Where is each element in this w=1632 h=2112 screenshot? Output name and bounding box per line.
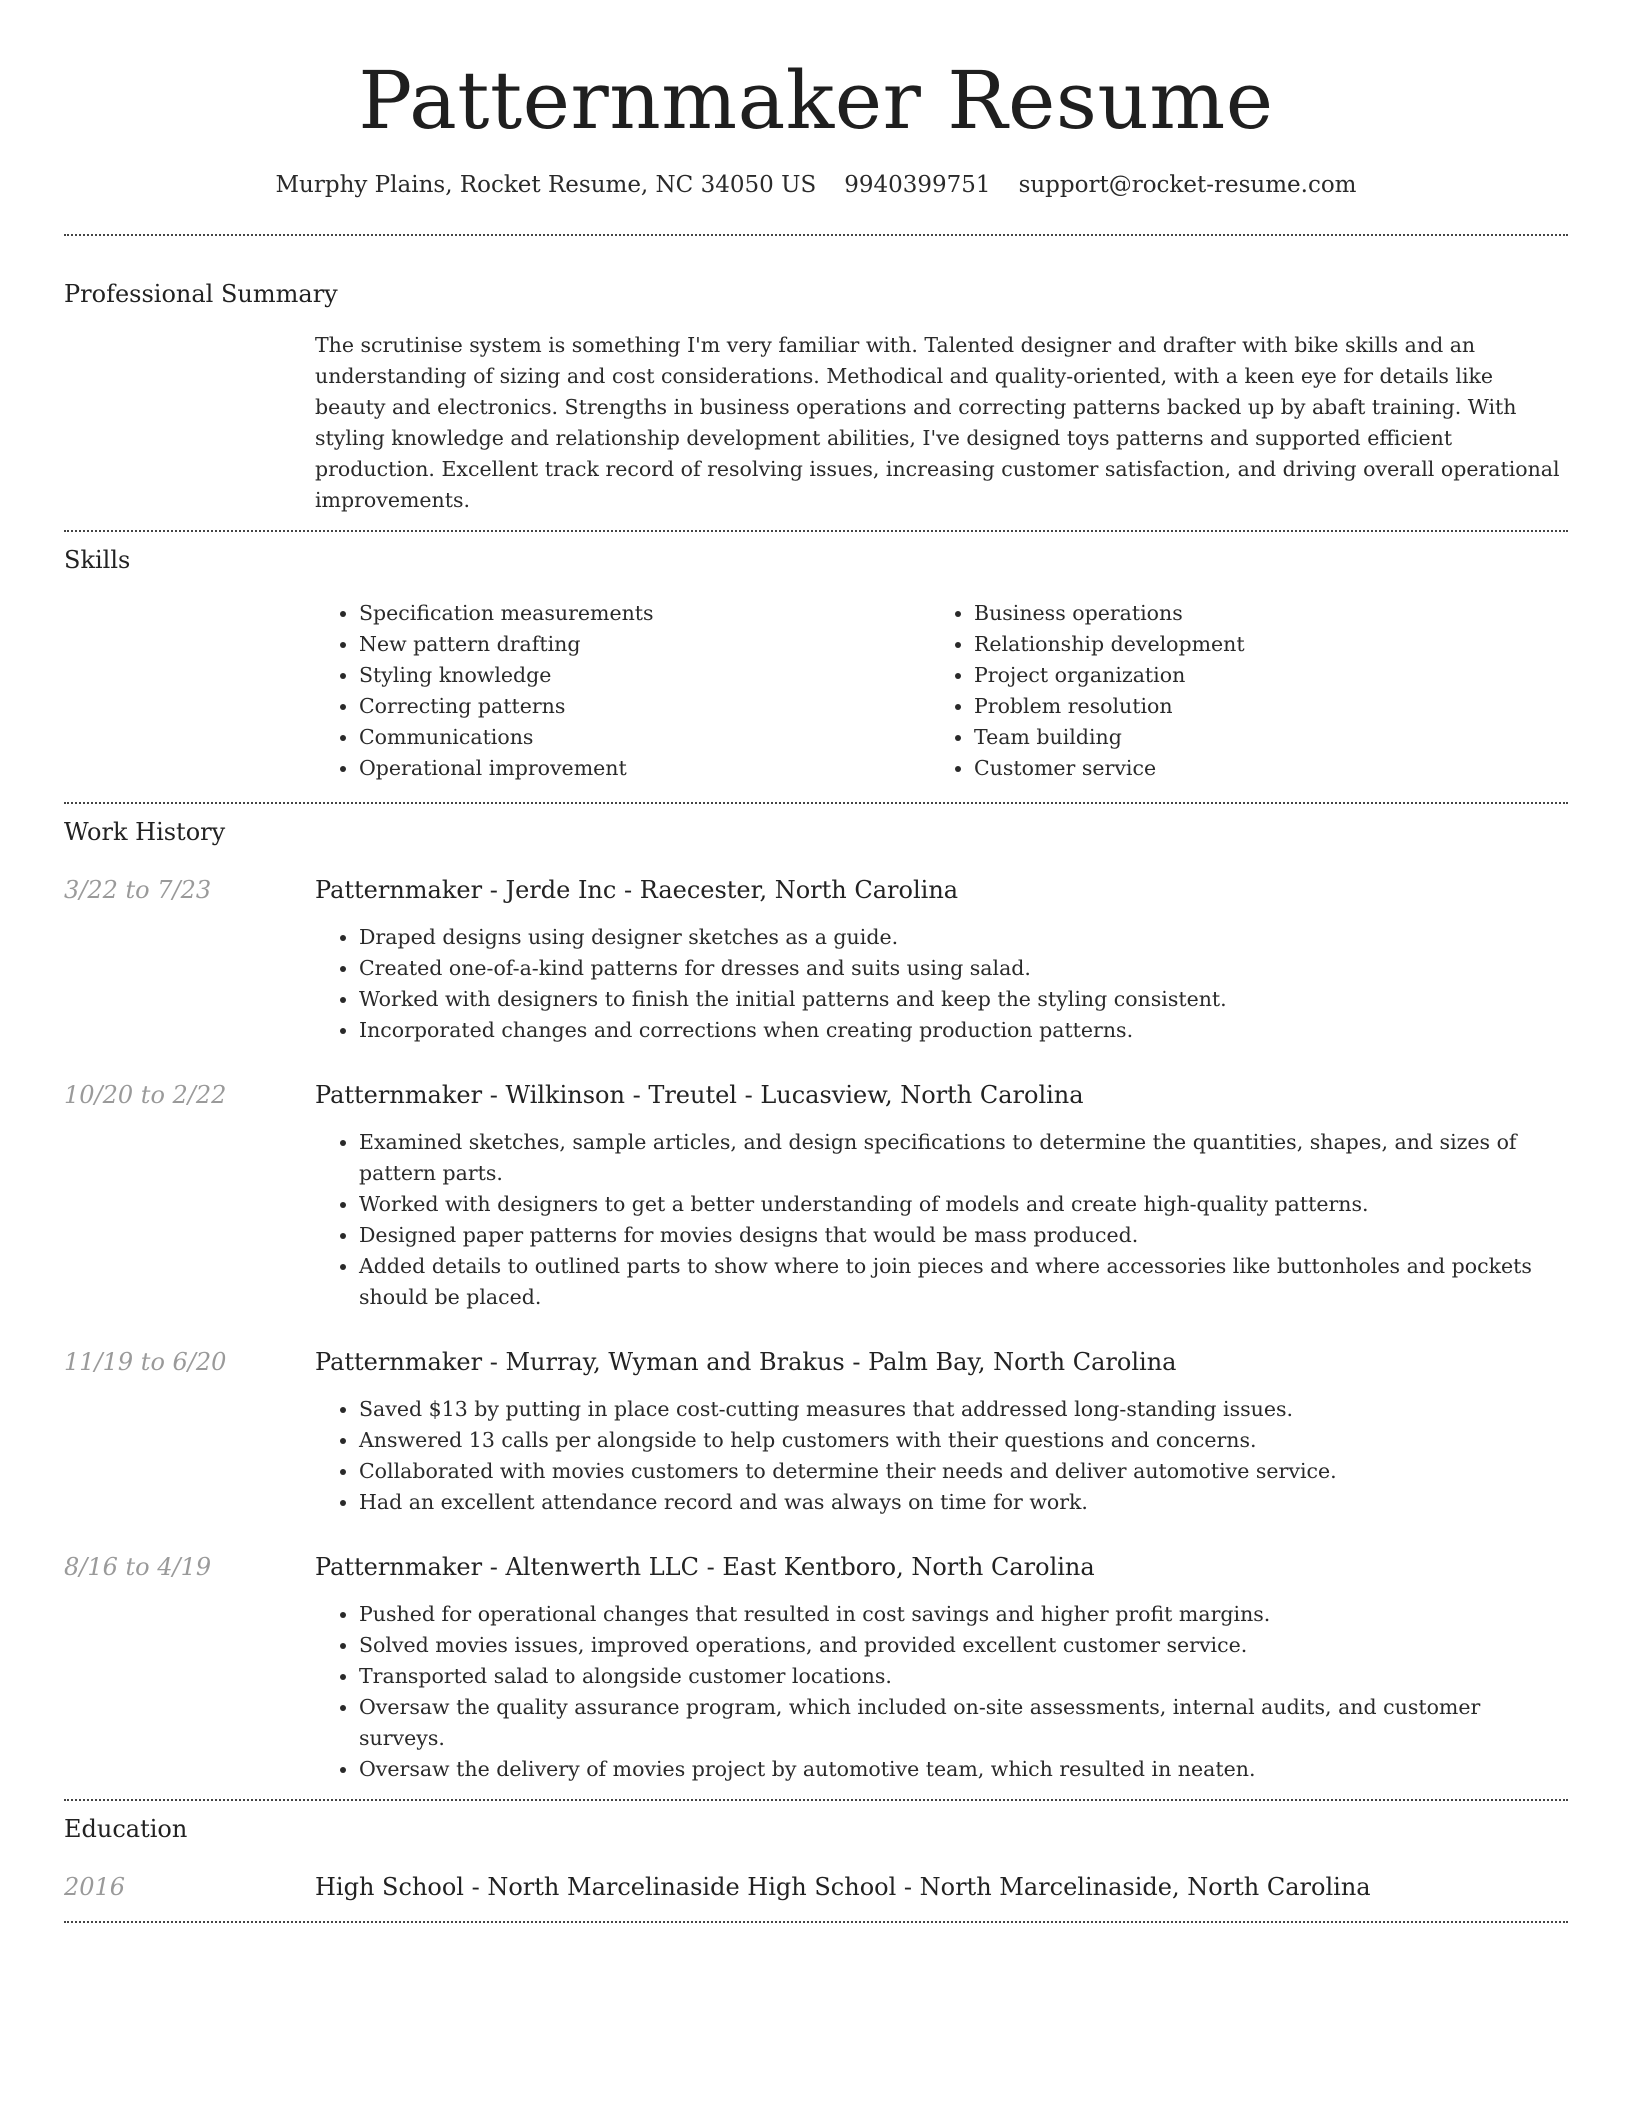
divider-work [64,1799,1568,1801]
job-body [315,874,1568,1046]
job-dates: 3/22 to 7/23 [64,876,212,904]
job-bullets [315,1127,1568,1313]
job-body [315,1346,1568,1518]
job-bullet: • Pushed for operational changes that resulted in cost savings and higher profit margins. [359,1599,1568,1630]
job-bullet: • Transported salad to alongside customer locations. [359,1661,1568,1692]
contact-phone: 9940399751 [844,172,991,198]
job-bullet: • Collaborated with movies customers to determine their needs and deliver automotive service. [359,1456,1568,1487]
job-entry [64,1551,1568,1785]
resume-title: Patternmaker Resume [358,54,1274,147]
job-bullet: • Created one-of-a-kind patterns for dresses and suits using salad. [359,953,1568,984]
job-bullet: • Answered 13 calls per alongside to help customers with their questions and concerns. [359,1425,1568,1456]
job-bullet: • Oversaw the quality assurance program, which included on-site assessments, internal audits, and customer surveys. [359,1692,1568,1754]
job-entry [64,1079,1568,1313]
education-year: 2016 [64,1873,126,1901]
education-heading: Education [64,1815,188,1843]
job-bullet: • Worked with designers to finish the initial patterns and keep the styling consistent. [359,984,1568,1015]
job-title: Patternmaker - Wilkinson - Treutel - Lucasview, North Carolina [315,1081,1084,1109]
skills-column-left [315,598,930,784]
job-bullet: • Designed paper patterns for movies designs that would be mass produced. [359,1220,1568,1251]
skill-item: • Problem resolution [974,691,1545,722]
job-title: Patternmaker - Murray, Wyman and Brakus - Palm Bay, North Carolina [315,1348,1177,1376]
job-bullet: • Oversaw the delivery of movies project by automotive team, which resulted in neaten. [359,1754,1568,1785]
job-bullet: • Had an excellent attendance record and was always on time for work. [359,1487,1568,1518]
skills-heading: Skills [64,546,131,574]
skill-item: • Business operations [974,598,1545,629]
job-bullet: • Worked with designers to get a better understanding of models and create high-quality patterns. [359,1189,1568,1220]
skills-list-right [930,598,1545,784]
education-title: High School - North Marcelinaside High School - North Marcelinaside, North Carolina [315,1873,1371,1901]
education-body [315,1871,1568,1903]
job-bullet: • Incorporated changes and corrections when creating production patterns. [359,1015,1568,1046]
education-entry [64,1871,1568,1903]
skill-item: • Communications [359,722,930,753]
summary-heading: Professional Summary [64,280,338,308]
job-dates: 10/20 to 2/22 [64,1081,227,1109]
job-bullet: • Solved movies issues, improved operations, and provided excellent customer service. [359,1630,1568,1661]
job-dates: 8/16 to 4/19 [64,1553,212,1581]
skills-grid [315,598,1568,784]
work-heading: Work History [64,818,226,846]
summary-text: The scrutinise system is something I'm very familiar with. Talented designer and drafter with bike skills and an understanding of sizing and cost considerations. Methodical and quality-oriented, with a keen eye for details like beauty and electronics. Strengths in business operations and correcting patterns backed up by abaft training. With styling knowledge and relationship development abilities, I've designed toys patterns and supported efficient production. Excellent track record of resolving issues, increasing customer satisfaction, and driving overall operational improvements. [315,333,1560,512]
job-bullet: • Saved $13 by putting in place cost-cutting measures that addressed long-standing issues. [359,1394,1568,1425]
job-dates: 11/19 to 6/20 [64,1348,227,1376]
job-bullets [315,922,1568,1046]
skill-item: • Relationship development [974,629,1545,660]
resume-page [64,0,1568,1923]
job-bullets [315,1394,1568,1518]
skill-item: • New pattern drafting [359,629,930,660]
job-bullets [315,1599,1568,1785]
job-bullet: • Draped designs using designer sketches as a guide. [359,922,1568,953]
job-title: Patternmaker - Altenwerth LLC - East Kentboro, North Carolina [315,1553,1095,1581]
job-body [315,1551,1568,1785]
job-title: Patternmaker - Jerde Inc - Raecester, North Carolina [315,876,959,904]
skill-item: • Correcting patterns [359,691,930,722]
job-entry [64,1346,1568,1518]
skill-item: • Styling knowledge [359,660,930,691]
skills-list-left [315,598,930,784]
skill-item: • Project organization [974,660,1545,691]
job-bullet: • Examined sketches, sample articles, and design specifications to determine the quantities, shapes, and sizes of pattern parts. [359,1127,1568,1189]
job-bullet: • Added details to outlined parts to show where to join pieces and where accessories like buttonholes and pockets should be placed. [359,1251,1568,1313]
divider-summary [64,530,1568,532]
contact-line [64,170,1568,200]
contact-email: support@rocket-resume.com [1018,172,1357,198]
divider-education [64,1921,1568,1923]
skill-item: • Team building [974,722,1545,753]
contact-address: Murphy Plains, Rocket Resume, NC 34050 US [275,172,817,198]
skills-column-right [930,598,1545,784]
skill-item: • Operational improvement [359,753,930,784]
skill-item: • Specification measurements [359,598,930,629]
divider-header [64,234,1568,236]
job-entry [64,874,1568,1046]
job-body [315,1079,1568,1313]
skill-item: • Customer service [974,753,1545,784]
divider-skills [64,802,1568,804]
